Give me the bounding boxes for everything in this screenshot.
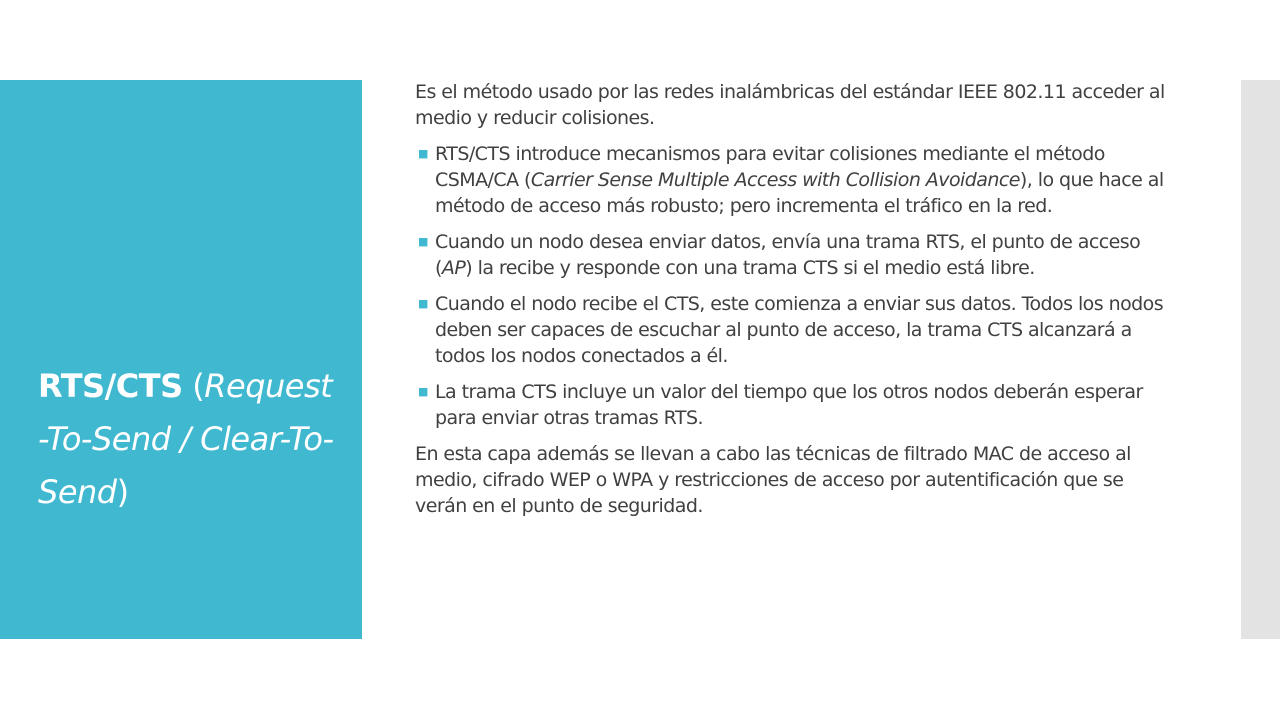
slide-title: [38, 360, 338, 519]
title-panel: [0, 80, 362, 639]
bullet-1-text-b: ), lo que hace al método de acceso más robusto; pero incrementa el tráfico en la red.: [435, 169, 1164, 217]
bullet-4-text: La trama CTS incluye un valor del tiempo que los otros nodos deberán esperar para enviar otras tramas RTS.: [435, 381, 1143, 429]
bullet-2-text-b: ) la recibe y responde con una trama CTS si el medio está libre.: [465, 257, 1035, 279]
bullet-2-italic: AP: [441, 257, 466, 279]
square-bullet-icon: ■: [418, 385, 428, 398]
square-bullet-icon: ■: [418, 297, 428, 310]
bullet-item-cts-time: [415, 379, 1175, 431]
square-bullet-icon: ■: [418, 147, 428, 160]
slide-content: [415, 79, 1175, 529]
bullet-1-italic: Carrier Sense Multiple Access with Collision Avoidance: [530, 169, 1020, 191]
title-open-paren: (: [182, 367, 205, 405]
square-bullet-icon: ■: [418, 235, 428, 248]
title-close-paren: ): [116, 473, 129, 511]
bullet-item-rts-send: [415, 229, 1175, 281]
bullet-2-text-a: Cuando un nodo desea enviar datos, envía una trama RTS, el punto de acceso (: [435, 231, 1141, 279]
title-italic: Request-To-Send / Clear-To-Send: [38, 367, 334, 511]
bullet-item-cts-receive: [415, 291, 1175, 369]
bullet-list: [415, 141, 1175, 431]
bullet-item-rts-cts: [415, 141, 1175, 219]
title-strong: RTS/CTS: [38, 367, 183, 405]
bullet-1-text-a: RTS/CTS introduce mecanismos para evitar colisiones mediante el método CSMA/CA (: [435, 143, 1105, 191]
outro-paragraph: En esta capa además se llevan a cabo las técnicas de filtrado MAC de acceso al medio, cifrado WEP o WPA y restricciones de acceso por autentificación que se verán en el punto de seguridad.: [415, 443, 1131, 517]
bullet-3-text: Cuando el nodo recibe el CTS, este comienza a enviar sus datos. Todos los nodos deben ser capaces de escuchar al punto de acceso, la trama CTS alcanzará a todos los nodos conectados a él.: [435, 293, 1164, 367]
right-side-bar: [1241, 80, 1280, 639]
intro-paragraph: Es el método usado por las redes inalámbricas del estándar IEEE 802.11 acceder al medio y reducir colisiones.: [415, 81, 1165, 129]
